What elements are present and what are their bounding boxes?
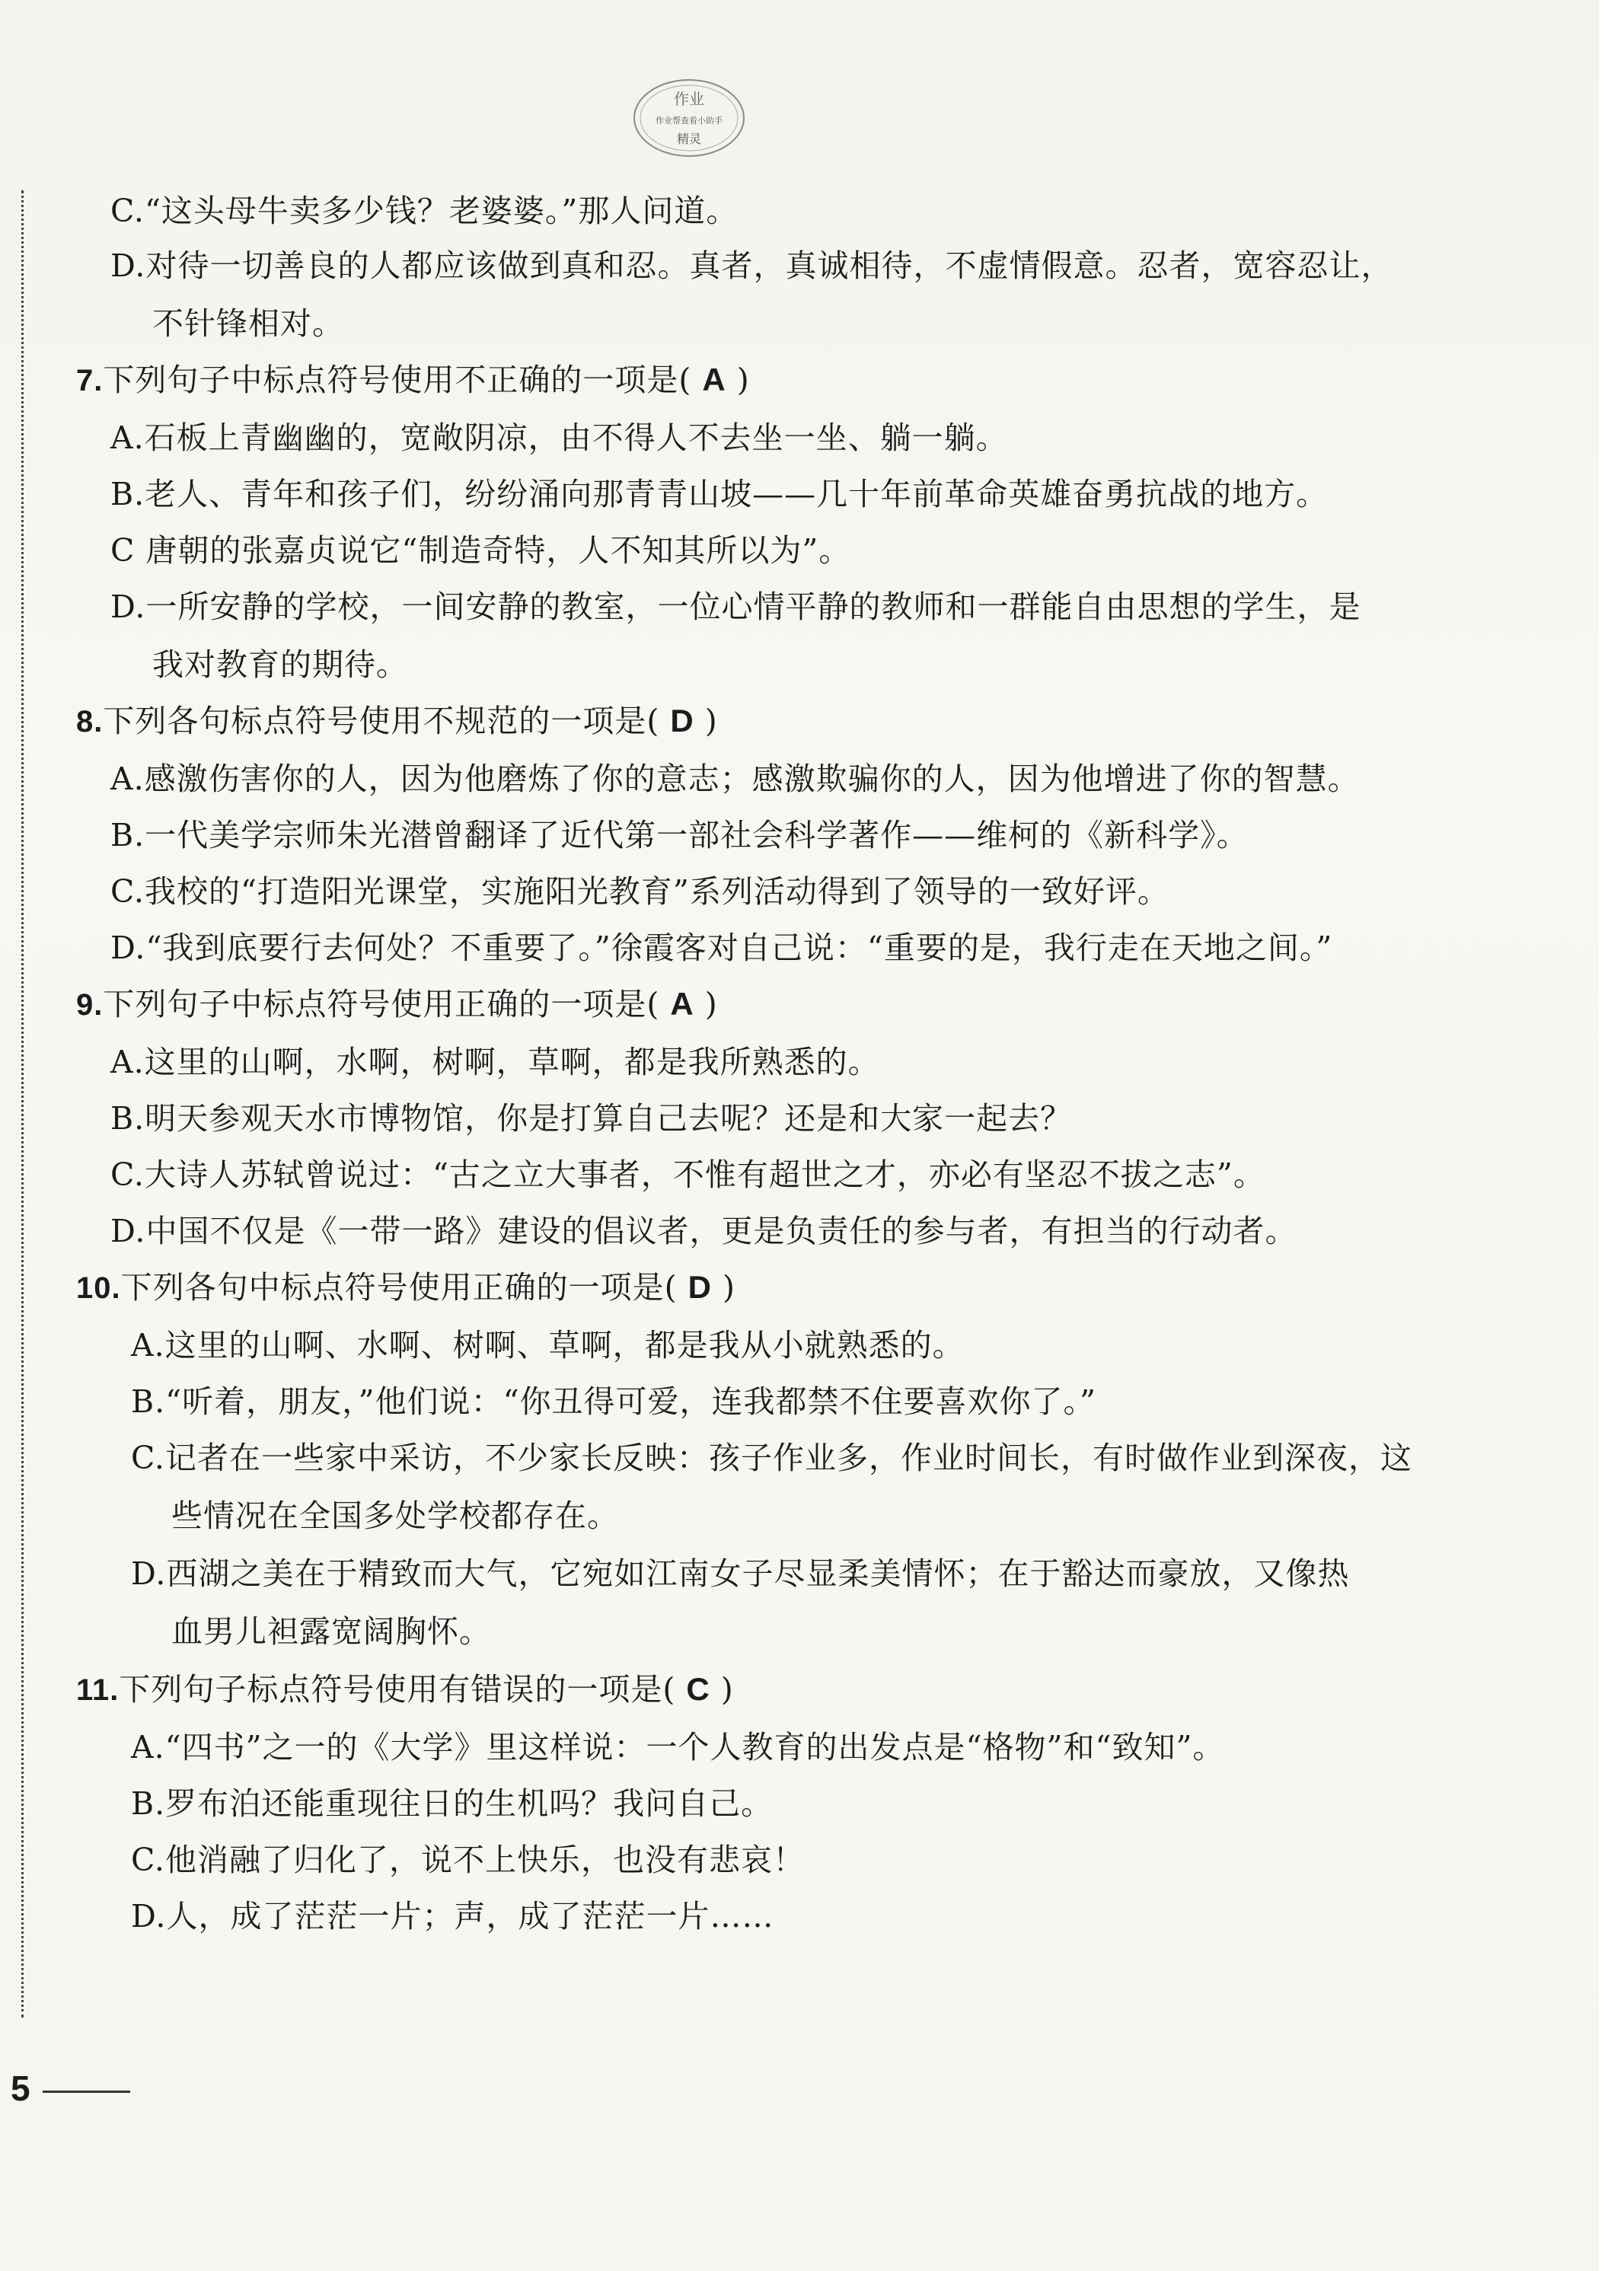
question-10-stem: [76, 1262, 735, 1307]
stamp-middle-text: 作业帮查看小助手: [656, 116, 723, 126]
q10-option-c-line2: 些情况在全国多处学校都存在。: [171, 1498, 619, 1534]
question-close: ): [704, 986, 718, 1022]
question-text: 下列句子中标点符号使用正确的一项是(: [103, 986, 660, 1022]
q10-option-d-line2: 血男儿袒露宽阔胸怀。: [171, 1613, 491, 1650]
question-text: 下列各句中标点符号使用正确的一项是(: [120, 1269, 678, 1306]
page-edge: [1599, 0, 1624, 2271]
zuoyebang-stamp-icon: [632, 76, 746, 160]
q8-option-a: A.感激伤害你的人，因为他磨炼了你的意志；感激欺骗你的人，因为他增进了你的智慧。: [110, 761, 1360, 797]
question-number: 11.: [76, 1673, 120, 1707]
q9-option-d: D.中国不仅是《一带一路》建设的倡议者，更是负责任的参与者，有担当的行动者。: [110, 1213, 1297, 1249]
question-text: 下列句子标点符号使用有错误的一项是(: [119, 1671, 676, 1708]
q10-option-b: B.“听着，朋友，”他们说：“你丑得可爱，连我都禁不住要喜欢你了。”: [131, 1383, 1097, 1420]
question-11-stem: [76, 1664, 734, 1709]
q9-option-c: C.大诗人苏轼曾说过：“古之立大事者，不惟有超世之才，亦必有坚忍不拔之志”。: [110, 1156, 1265, 1193]
q8-option-d: D.“我到底要行去何处？不重要了。”徐霞客对自己说：“重要的是，我行走在天地之间。”: [110, 930, 1333, 966]
q10-option-a: A.这里的山啊、水啊、树啊、草啊，都是我从小就熟悉的。: [131, 1327, 965, 1364]
answer-mark: A: [670, 986, 694, 1022]
question-number: 10.: [76, 1271, 121, 1305]
stamp-bottom-text: 精灵: [676, 132, 702, 146]
question-7-stem: [76, 355, 750, 400]
q11-option-d: D.人，成了茫茫一片；声，成了茫茫一片……: [131, 1898, 774, 1934]
binding-dotted-line: [21, 190, 24, 2017]
q8-option-c: C.我校的“打造阳光课堂，实施阳光教育”系列活动得到了领导的一致好评。: [110, 873, 1169, 910]
prev-option-d-line1: D.对待一切善良的人都应该做到真和忍。真者，真诚相待，不虚情假意。忍者，宽容忍让，: [110, 247, 1393, 284]
q7-option-c: C 唐朝的张嘉贞说它“制造奇特，人不知其所以为”。: [110, 532, 851, 569]
question-number: 7.: [76, 364, 104, 397]
q11-option-c: C.他消融了归化了，说不上快乐，也没有悲哀！: [131, 1842, 805, 1878]
question-close: ): [722, 1269, 735, 1306]
answer-mark: A: [702, 362, 726, 397]
question-close: ): [704, 703, 718, 739]
question-number: 8.: [76, 705, 104, 738]
prev-option-d-line2: 不针锋相对。: [152, 305, 344, 342]
q7-option-b: B.老人、青年和孩子们，纷纷涌向那青青山坡——几十年前革命英雄奋勇抗战的地方。: [110, 476, 1329, 512]
q8-option-b: B.一代美学宗师朱光潜曾翻译了近代第一部社会科学著作——维柯的《新科学》。: [110, 817, 1249, 853]
answer-mark: D: [688, 1269, 712, 1305]
question-close: ): [736, 362, 750, 398]
question-number: 9.: [76, 988, 104, 1022]
page-number-rule: [43, 2091, 130, 2093]
question-close: ): [720, 1671, 734, 1708]
question-text: 下列各句标点符号使用不规范的一项是(: [103, 703, 660, 739]
q10-option-c-line1: C.记者在一些家中采访，不少家长反映：孩子作业多，作业时间长，有时做作业到深夜，这: [131, 1440, 1412, 1476]
q7-option-d-line1: D.一所安静的学校，一间安静的教室，一位心情平静的教师和一群能自由思想的学生，是: [110, 588, 1361, 625]
question-text: 下列句子中标点符号使用不正确的一项是(: [103, 362, 692, 398]
question-8-stem: [76, 696, 718, 741]
answer-mark: D: [670, 703, 694, 738]
stamp-top-text: 作业: [674, 90, 704, 108]
q9-option-b: B.明天参观天水市博物馆，你是打算自己去呢？还是和大家一起去？: [110, 1100, 1073, 1137]
q11-option-a: A.“四书”之一的《大学》里这样说：一个人教育的出发点是“格物”和“致知”。: [131, 1729, 1225, 1765]
question-9-stem: [76, 979, 718, 1024]
prev-option-c: C.“这头母牛卖多少钱？老婆婆。”那人问道。: [110, 193, 739, 229]
q7-option-d-line2: 我对教育的期待。: [152, 646, 408, 683]
q10-option-d-line1: D.西湖之美在于精致而大气，它宛如江南女子尽显柔美情怀；在于豁达而豪放，又像热: [131, 1555, 1350, 1592]
q9-option-a: A.这里的山啊，水啊，树啊，草啊，都是我所熟悉的。: [110, 1044, 880, 1080]
page-number: 5: [11, 2068, 30, 2108]
q7-option-a: A.石板上青幽幽的，宽敞阴凉，由不得人不去坐一坐、躺一躺。: [110, 419, 1008, 456]
q11-option-b: B.罗布泊还能重现往日的生机吗？我问自己。: [131, 1785, 774, 1822]
answer-mark: C: [686, 1671, 710, 1707]
